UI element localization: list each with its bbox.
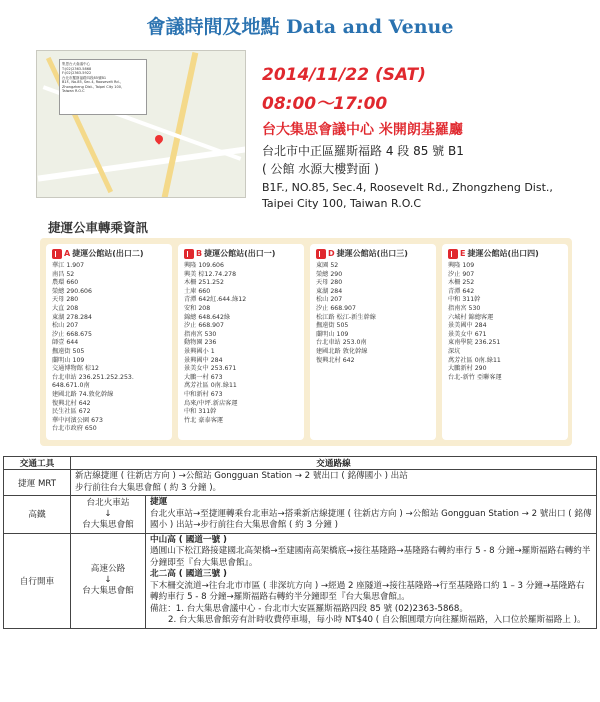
exit-name: 捷運公館站(出口二) [72,249,144,258]
bus-route-item: 烏來/中坪.新店客運 [184,399,238,407]
bus-route-item: 南昌 52 [52,270,75,278]
bus-route-item: 竹北 豪泰客運 [184,416,224,424]
exit-sign-icon [184,249,194,259]
exit-letter: B [196,249,203,258]
event-date: 2014/11/22 (SAT) [262,65,426,85]
bus-column-header [184,248,298,259]
bus-route-item: 木柵 251.252 [184,279,224,287]
origin-label: 台北火車站 [86,497,130,508]
bus-route-item: 松山 207 [52,322,79,330]
bus-route-item: 景美女中 253.671 [184,365,237,373]
bus-column-header [448,248,562,259]
table-row [4,470,597,496]
exit-name: 捷運公館站(出口一) [204,249,276,258]
venue-map[interactable] [36,50,246,198]
route-hsr [146,496,597,534]
event-venue: 台大集思會議中心 米開朗基羅廳 [262,122,463,138]
map-info-line: Taiwan R.O.C [62,89,85,93]
mode-mrt: 捷運 MRT [4,470,71,496]
map-road [162,52,199,198]
bus-route-item: 東湖 284 [316,287,343,295]
header-mode: 交通工具 [4,457,71,470]
map-info-line: 台北市羅斯福路四段85號B1 [62,75,107,80]
map-info-line: T:(02)2363-5868 [62,66,92,71]
exit-letter: E [460,249,466,258]
bus-column-header [52,248,166,259]
address-zh-note: ( 公館 水源大樓對面 ) [262,162,379,176]
bus-route-item: 華江 1.907 [52,262,85,269]
mode-hsr: 高鐵 [4,496,71,534]
bus-route-item: 建國北路 74.敦化幹線 [52,390,114,398]
bus-route-item: 復興北村 642 [316,356,355,364]
bus-route-item: 松江路 松江-新生幹線 [316,313,376,321]
route-mrt [71,470,597,496]
bus-route-item: 景美國中 284 [448,322,487,330]
table-header-row [4,457,597,470]
bus-route-item: 648.671.0南 [52,382,90,390]
bus-route-item: 錦總 648.642綠 [184,313,231,321]
bus-route-item: 撫遠街 505 [52,347,85,355]
origin-label: 高速公路 [90,564,126,574]
bus-route-item: 松山 207 [316,296,343,304]
route-label: 捷運 [150,497,168,507]
bus-route-item: 東湖 278.284 [52,313,92,321]
bus-route-item: 中和新村 673 [184,390,223,398]
map-info-line: 集思台大會議中心 [62,62,90,66]
bus-route-item: 興隆 109.606 [184,262,224,269]
note-text: 2. 台大集思會館旁有計時收費停車場，每小時 NT$40 ( 自公館圓環方向往羅斯福路，入口位於羅斯福路上 )。 [168,615,586,625]
transport-table [3,456,597,629]
bus-route-item: 興美 棕12.74.278 [184,270,237,278]
bus-route-item: 大直 208 [52,304,79,312]
bus-route-item: 台北市政府 650 [52,425,97,433]
bus-route-item: 汐止 668.907 [316,304,356,312]
note-text: 備註：1. 台大集思會議中心 - 台北市大安區羅斯福路四段 85 號 (02)2363-5868。 [150,603,468,614]
address-en-line1: B1F., NO.85, Sec.4, Roosevelt Rd., Zhongzheng Dist., [262,181,553,194]
bus-route-item: 萬芳社區 0南.綠11 [448,356,501,364]
bus-column-e [442,244,568,440]
bus-route-item: 蘭明山 109 [52,356,85,364]
address-zh: 台北市中正區羅斯福路 4 段 85 號 B1 [262,144,464,158]
bus-route-item: 撫遠街 505 [316,322,349,330]
bus-section-title: 捷運公車轉乘資訊 [48,220,149,235]
bus-route-item: 汐止 668.907 [184,322,224,330]
route-label: 北二高 ( 國道三號 ) [150,569,227,579]
bus-route-item: 景興國中 284 [184,356,223,364]
map-info-line: Zhongzheng Dist., Taipei City 100, [62,84,123,89]
map-info-line: F:(02)2363-5922 [62,71,92,75]
bus-route-item: 台北-新竹 亞聯客運 [448,373,502,381]
table-row [4,496,597,534]
bus-panel [40,238,572,446]
down-arrow-icon: ↓ [104,508,112,519]
exit-sign-icon [52,249,62,259]
bus-route-item: 動物園 236 [184,339,217,347]
bus-route-item: 大鵬一村 673 [184,373,223,381]
bus-route-item: 華中河濱公園 673 [52,416,103,424]
bus-route-item: 民生社區 672 [52,408,91,416]
exit-sign-icon [448,249,458,259]
route-text: 步行前往台大集思會館 ( 約 3 分鐘 )。 [75,482,222,493]
bus-route-item: 指南宮 530 [448,304,481,312]
down-arrow-icon: ↓ [104,575,112,585]
exit-name: 捷運公館站(出口四) [467,249,539,258]
bus-route-item: 青潭 642紅.644.綠12 [184,296,247,304]
bus-route-item: 台北車站 253.0南 [316,339,367,347]
exit-name: 捷運公館站(出口三) [336,249,408,258]
car-origin [71,533,146,628]
bus-route-item: 交通博物館 棕12 [52,365,99,373]
bus-route-item: 深坑 [448,347,461,355]
route-text: 過圓山下松江路接建國北高架橋→至建國南高架橋底→接往基隆路→基隆路右轉約車行 5 - 8 分鐘→羅斯福路右轉約半分鐘即至『台大集思會館』。 [150,546,591,568]
table-row [4,533,597,628]
bus-route-item: 景美女中 671 [448,330,487,338]
exit-sign-icon [316,249,326,259]
bus-route-item: 興隆 109 [448,262,475,269]
bus-route-item: 汐止 907 [448,270,475,278]
bus-route-item: 建國北路 敦化幹線 [316,347,368,355]
bus-route-item: 青潭 642 [448,287,475,295]
destination-label: 台大集思會館 [82,519,134,530]
destination-label: 台大集思會館 [82,586,134,596]
route-text: 下木柵交流道→往台北市市區 ( 非深坑方向 ) →經過 2 座隧道→接往基隆路→行至基隆路口約 1 – 3 分鐘→基隆路右轉約車行 5 - 8 分鐘→羅斯福路右轉約半分鐘即至『台大集思會館』。 [150,580,585,602]
bus-route-item: 天母 280 [52,296,79,304]
bus-route-item: 榮總 290 [316,270,343,278]
route-text: 新店線捷運 ( 往新店方向 ) →公館站 Gongguan Station → 2 號出口 ( 銘傳國小 ) 出站 [75,471,408,481]
exit-letter: D [328,249,335,258]
bus-route-item: 指南宮 530 [184,330,217,338]
bus-route-item: 安和 208 [184,304,211,312]
bus-route-item: 台北車站 236.251.252.253. [52,373,134,381]
bus-route-item: 大鵬新村 290 [448,365,487,373]
bus-route-item: 中和 311幹 [184,408,217,416]
bus-route-item: 復興北村 642 [52,399,91,407]
mode-car: 自行開車 [4,533,71,628]
map-info-line: B1F., No.85, Sec.4, Roosevelt Rd., [62,80,121,84]
route-car [146,533,597,628]
bus-route-item: 汐止 668.675 [52,330,92,338]
bus-route-item: 景興國小 1 [184,347,215,355]
bus-route-item: 木柵 252 [448,279,475,287]
bus-route-item: 師壹 644 [52,339,79,347]
exit-letter: A [64,249,71,258]
header-route: 交通路線 [71,457,597,470]
address-en-line2: Taipei City 100, Taiwan R.O.C [262,197,422,210]
bus-route-item: 土庫 660 [184,287,211,295]
route-label: 中山高 ( 國道一號 ) [150,534,227,545]
route-text: 台北火車站→至捷運轉乘台北車站→搭乘新店線捷運 ( 往新店方向 ) →公館站 Gongguan Station → 2 號出口 ( 銘傳國小 ) 出站→步行前往台大集思會館 ( 約 3 分鐘 ) [150,508,592,530]
event-time: 08:00～17:00 [262,94,388,114]
bus-route-item: 榮總 290.606 [52,287,92,295]
bus-route-item: 蘭明山 109 [316,330,349,338]
bus-column-a [46,244,172,440]
bus-route-item: 中和 311幹 [448,296,481,304]
bus-column-header [316,248,430,259]
bus-route-item: 東南學院 236.251 [448,339,501,347]
bus-column-d [310,244,436,440]
bus-route-item: 農環 660 [52,279,79,287]
bus-column-b [178,244,304,440]
hsr-origin [71,496,146,534]
bus-route-item: 六城村 錦總客運 [448,313,494,321]
map-info-bubble [59,59,147,115]
page-title: 會議時間及地點 Data and Venue [146,16,454,38]
bus-route-item: 天母 280 [316,279,343,287]
bus-route-item: 東園 52 [316,262,339,269]
bus-route-item: 萬芳社區 0南.綠11 [184,382,237,390]
map-pin-icon[interactable] [153,133,164,144]
